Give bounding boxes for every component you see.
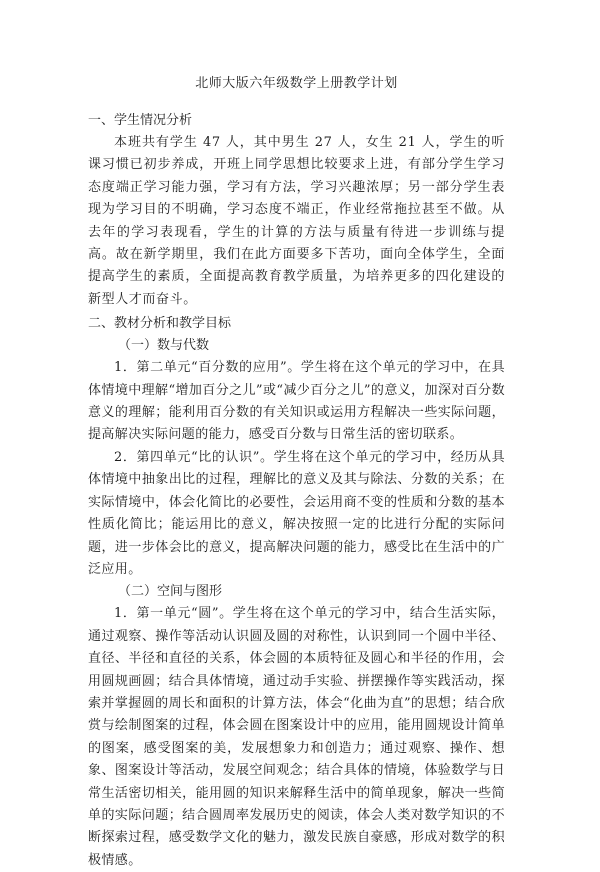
- page-title: 北师大版六年级数学上册教学计划: [195, 76, 398, 91]
- subheading-space-shapes: （二）空间与图形: [118, 584, 223, 600]
- section-heading-student-analysis: 一、学生情况分析: [88, 113, 193, 128]
- paragraph-percent-unit: 1．第二单元“百分数的应用”。学生将在这个单元的学习中，在具体情境中理解“增加百分之儿”或“减少百分之儿”的意义，加深对百分数意义的理解；能利用百分数的有关知识或运用方程解决一些实际问题，提高解决实际问题的能力，感受百分数与日常生活的密切联系。: [88, 360, 505, 443]
- paragraph-student-analysis: 本班共有学生 47 人，其中男生 27 人，女生 21 人，学生的听课习惯已初步养成，开班上同学思想比较要求上进，有部分学生学习态度端正学习能力强，学习有方法，学习兴趣浓厚；另一部分学生表现为学习目的不明确，学习态度不端正，作业经常拖拉甚至不做。从去年的学习表现看，学生的计算的方法与质量有待进一步训练与提高。故在新学期里，我们在此方面要多下苦功，面向全体学生，全面提高学生的素质，全面提高教育教学质量，为培养更多的四化建设的新型人才而奋斗。: [88, 135, 505, 307]
- paragraph-ratio-unit: 2．第四单元“比的认识”。学生将在这个单元的学习中，经历从具体情境中抽象出比的过程，理解比的意义及其与除法、分数的关系；在实际情境中，体会化简比的必要性，会运用商不变的性质和分数的基本性质化简比；能运用比的意义，解决按照一定的比进行分配的实际问题，进一步体会比的意义，提高解决问题的能力，感受比在生活中的广泛应用。: [88, 449, 505, 577]
- subheading-numbers-algebra: （一）数与代数: [118, 338, 210, 354]
- section-heading-materials-goals: 二、教材分析和教学目标: [88, 316, 232, 332]
- paragraph-circle-unit: 1．第一单元“圆”。学生将在这个单元的学习中，结合生活实际，通过观察、操作等活动认识圆及圆的对称性，认识到同一个圆中半径、直径、半径和直径的关系，体会圆的本质特征及圆心和半径的作用，会用圆规画圆；结合具体情境，通过动手实验、拼摆操作等实践活动，探索并掌握圆的周长和面积的计算方法，体会“化曲为直”的思想；结合欣赏与绘制图案的过程，体会圆在图案设计中的应用，能用圆规设计简单的图案，感受图案的美，发展想象力和创造力；通过观察、操作、想象、图案设计等活动，发展空间观念；结合具体的情境，体验数学与日常生活密切相关，能用圆的知识来解释生活中的简单现象，解决一些简单的实际问题；结合圆周率发展历史的阅读，体会人类对数学知识的不断探索过程，感受数学文化的魅力，激发民族自豪感，形成对数学的积极情感。: [88, 606, 505, 868]
